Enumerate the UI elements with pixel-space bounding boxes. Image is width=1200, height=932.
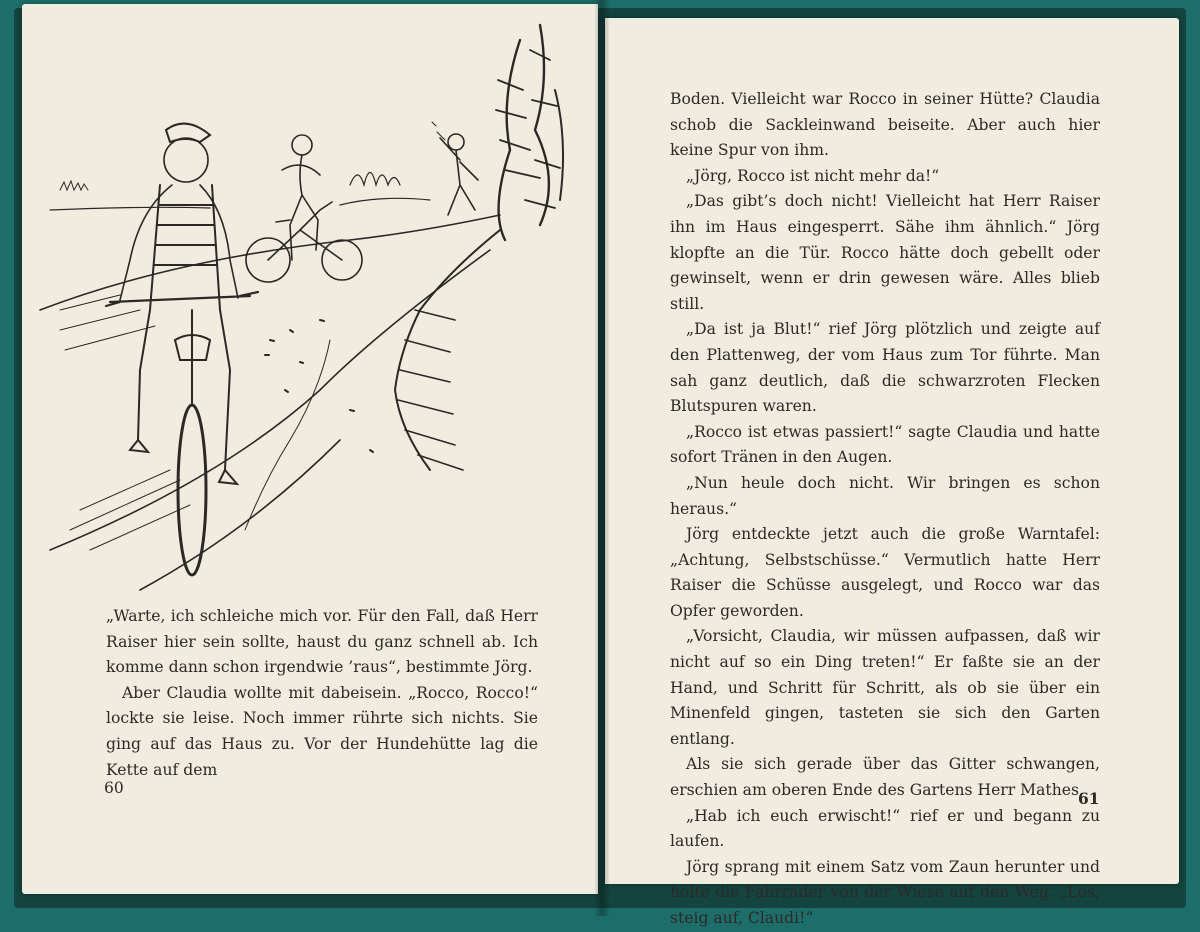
paragraph: Jörg entdeckte jetzt auch die große Warntafel: „Achtung, Selbstschüsse.“ Vermutlich hatte Herr Raiser die Schüsse ausgelegt, und Rocco war das Opfer geworden. [670, 525, 1100, 620]
paragraph: „Rocco ist etwas passiert!“ sagte Claudia und hatte sofort Tränen in den Augen. [670, 422, 1100, 467]
page-number-right: 61 [1078, 789, 1100, 808]
left-page-text [106, 604, 538, 783]
paragraph: „Das gibt’s doch nicht! Vielleicht hat Herr Raiser ihn im Haus eingesperrt. Sähe ihm ähnlich.“ Jörg klopfte an die Tür. Rocco hätte doch gebellt oder gewinselt, wenn er drin gewesen wäre. Alles blieb still. [670, 192, 1100, 313]
children-cycling-illustration [20, 10, 580, 605]
paragraph: Boden. Vielleicht war Rocco in seiner Hütte? Claudia schob die Sackleinwand beiseite. Aber auch hier keine Spur von ihm. [670, 90, 1100, 160]
paragraph: Jörg sprang mit einem Satz vom Zaun herunter und holte die Fahrräder von der Wiese auf den Weg. „Los, steig auf, Claudi!“ [670, 857, 1100, 927]
paragraph: Als sie sich gerade über das Gitter schwangen, erschien am oberen Ende des Gartens Herr Mathes. [670, 755, 1100, 800]
paragraph: „Vorsicht, Claudia, wir müssen aufpassen, daß wir nicht auf so ein Ding treten!“ Er faßte sie an der Hand, und Schritt für Schritt, als ob sie über ein Minenfeld gingen, tasteten sie sich den Garten entlang. [670, 627, 1100, 748]
paragraph: „Hab ich euch erwischt!“ rief er und begann zu laufen. [670, 806, 1100, 851]
paragraph: „Warte, ich schleiche mich vor. Für den Fall, daß Herr Raiser hier sein sollte, haust du ganz schnell ab. Ich komme dann schon irgendwie ’raus“, bestimmte Jörg. [106, 607, 538, 677]
paragraph: „Nun heule doch nicht. Wir bringen es schon heraus.“ [670, 473, 1100, 518]
paragraph: „Jörg, Rocco ist nicht mehr da!“ [686, 166, 940, 185]
right-page-text [670, 87, 1100, 932]
paragraph: „Da ist ja Blut!“ rief Jörg plötzlich und zeigte auf den Plattenweg, der vom Haus zum Tor führte. Man sah ganz deutlich, daß die schwarzroten Flecken Blutspuren waren. [670, 320, 1100, 416]
book-gutter [595, 0, 609, 916]
page-number-left: 60 [104, 779, 124, 797]
paragraph: Aber Claudia wollte mit dabeisein. „Rocco, Rocco!“ lockte sie leise. Noch immer rührte sich nichts. Sie ging auf das Haus zu. Vor der Hundehütte lag die Kette auf dem [106, 683, 538, 779]
